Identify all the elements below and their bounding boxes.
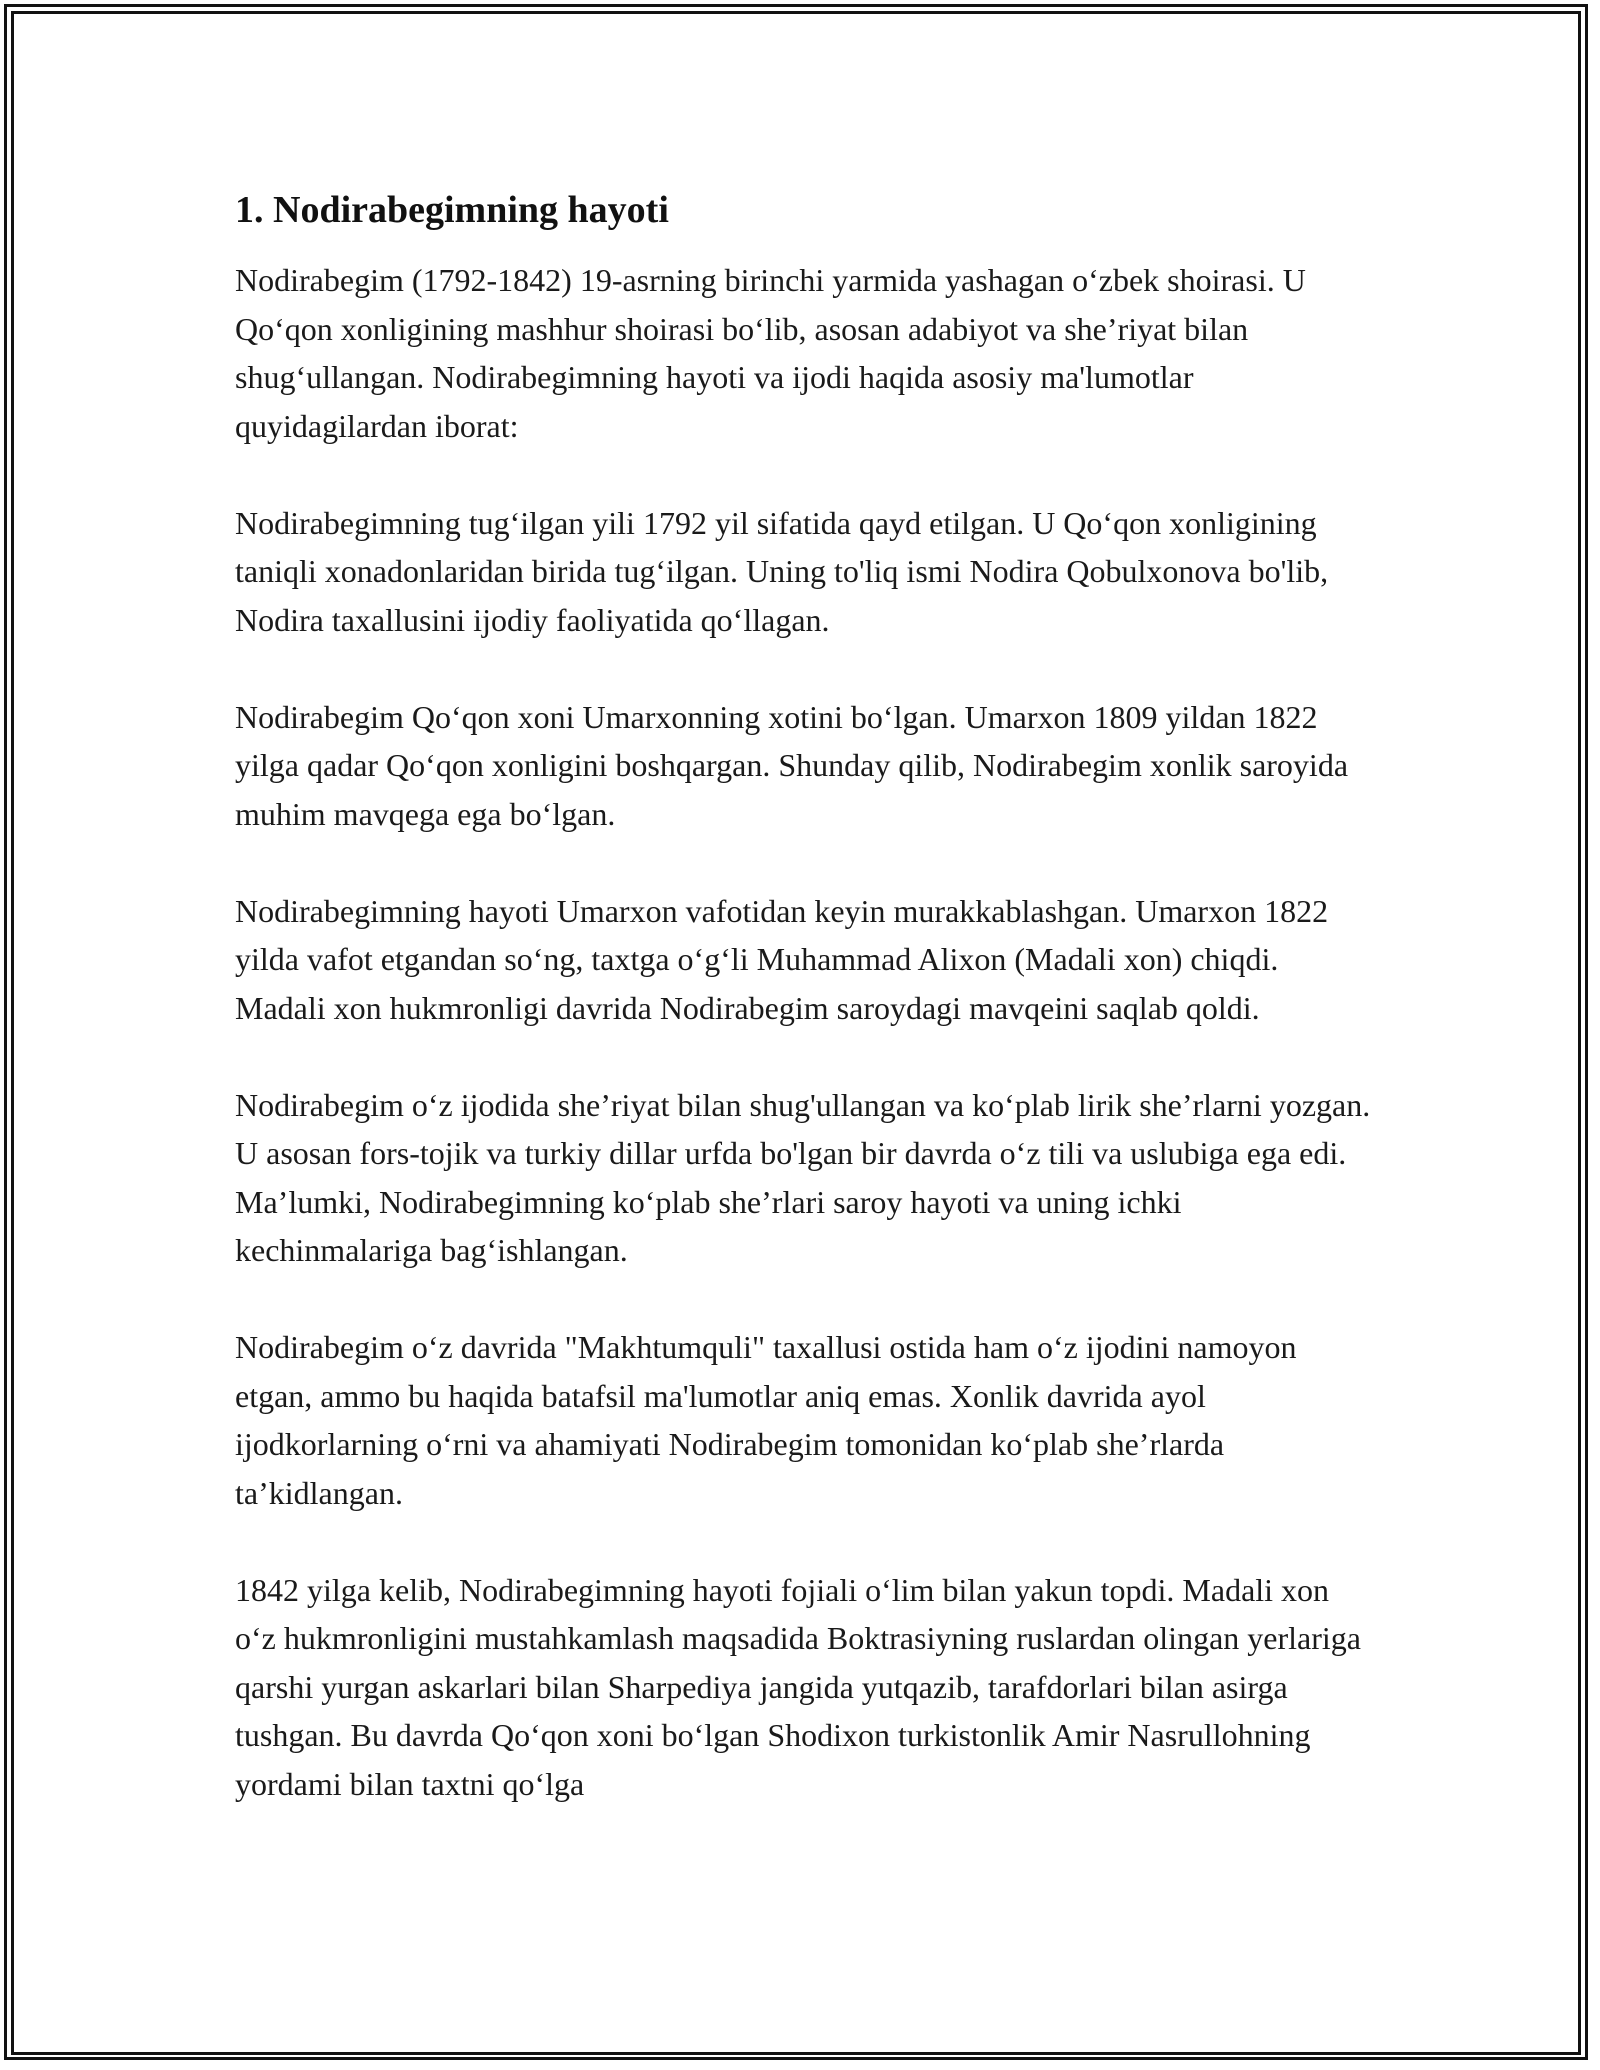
paragraph-death: 1842 yilga kelib, Nodirabegimning hayoti fojiali o‘lim bilan yakun topdi. Madali xon o‘z hukmronligini mustahkamlash maqsadida Boktrasiyning ruslardan olingan yerlariga qarshi yurgan askarlari bilan Sharpediya jangida yutqazib, tarafdorlari bilan asirga tushgan. Bu davrda Qo‘qon xoni bo‘lgan Shodixon turkistonlik Amir Nasrullohning yordami bilan taxtni qo‘lga [235,1571,1361,1802]
section-heading: 1. Nodirabegimning hayoti [235,189,669,231]
paragraph-birth: Nodirabegimning tug‘ilgan yili 1792 yil sifatida qayd etilgan. U Qo‘qon xonligining taniqli xonadonlaridan birida tug‘ilgan. Uning to'liq ismi Nodira Qobulxonova bo'lib, Nodira taxallusini ijodiy faoliyatida qo‘llagan. [235,504,1329,638]
paragraph-after-umarxon: Nodirabegimning hayoti Umarxon vafotidan keyin murakkablashgan. Umarxon 1822 yilda vafot etgandan so‘ng, taxtga o‘g‘li Muhammad Alixon (Madali xon) chiqdi. Madali xon hukmronligi davrida Nodirabegim saroydagi mavqeini saqlab qoldi. [235,892,1329,1026]
paragraph-pen-name: Nodirabegim o‘z davrida "Makhtumquli" taxallusi ostida ham o‘z ijodini namoyon etgan, ammo bu haqida batafsil ma'lumotlar aniq emas. Xonlik davrida ayol ijodkorlarning o‘rni va ahamiyati Nodirabegim tomonidan ko‘plab she’rlarda ta’kidlangan. [235,1329,1297,1511]
paragraph-marriage: Nodirabegim Qo‘qon xoni Umarxonning xotini bo‘lgan. Umarxon 1809 yildan 1822 yilga qadar Qo‘qon xonligini boshqargan. Shunday qilib, Nodirabegim xonlik saroyida muhim mavqega ega bo‘lgan. [235,698,1349,832]
paragraph-poetry: Nodirabegim o‘z ijodida she’riyat bilan shug'ullangan va ko‘plab lirik she’rlarni yozgan. U asosan fors-tojik va turkiy dillar urfda bo'lgan bir davrda o‘z tili va uslubiga ega edi. Ma’lumki, Nodirabegimning ko‘plab she’rlari saroy hayoti va uning ichki kechinmalariga bag‘ishlangan. [235,1086,1371,1268]
paragraph-intro: Nodirabegim (1792-1842) 19-asrning birinchi yarmida yashagan o‘zbek shoirasi. U Qo‘qon xonligining mashhur shoirasi bo‘lib, asosan adabiyot va she’riyat bilan shug‘ullangan. Nodirabegimning hayoti va ijodi haqida asosiy ma'lumotlar quyidagilardan iborat: [235,262,1306,444]
document-body [235,186,1375,1808]
